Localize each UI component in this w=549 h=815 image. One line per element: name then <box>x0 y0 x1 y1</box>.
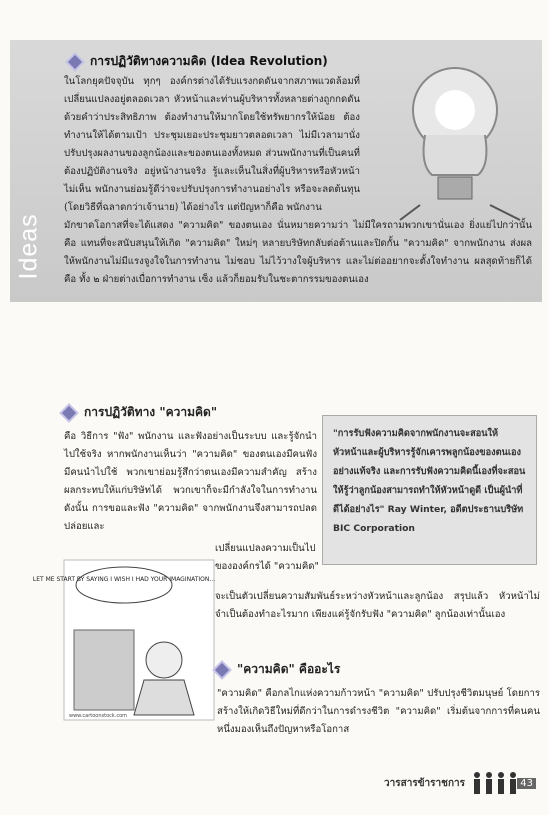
diamond-bullet-icon <box>215 662 229 676</box>
section2-continuation-wide: จะเป็นตัวเปลี่ยนความสัมพันธ์ระหว่างหัวหน้าและลูกน้อง สรุปแล้ว หัวหน้าไม่จำเป็นต้องทำอะไรมาก เพียงแค่รู้จักรับฟัง "ความคิด" ลูกน้องเท่านั้นเอง <box>215 591 540 620</box>
section3-paragraph: "ความคิด" คือกลไกแห่งความก้าวหน้า "ความคิด" ปรับปรุงชีวิตมนุษย์ โดยการสร้างให้เกิดวิธีใหม่ที่ดีกว่าในการดำรงชีวิต "ความคิด" เริ่มต้นจากการที่คนคนหนึ่งมองเห็นถึงปัญหาหรือโอกาส <box>217 688 540 735</box>
section-tab-label: Ideas <box>14 213 43 280</box>
cartoon-illustration <box>32 560 216 720</box>
section1-heading: การปฏิวัติทางความคิด (Idea Revolution) <box>70 52 328 71</box>
section1-paragraph-bottom: มักขาดโอกาสที่จะได้แสดง "ความคิด" ของตนเอง นั่นหมายความว่า ไม่มีใครถามพวกเขานั่นเอง ยิ่งแย่ไปกว่านั้น คือ แทนที่จะสนับสนุนให้เกิด "ความคิด" ใหม่ๆ หลายบริษัทกลับต่อต้านและปิดกั้น "ความคิด" จากพนักงาน ส่งผลให้พนักงานไม่มีแรงจูงใจในการทำงาน ไม่ชอบ ไม่ไว้วางใจผู้บริหาร และไม่ต่ออยากจะตั้งใจทำงาน ผลสุดท้ายก็ได้ คือ ทั้ง ๒ ฝ่ายต่างเบื่อการทำงาน เซ็ง แล้วก็ยอมรับในชะตากรรมของตนเอง <box>64 220 532 285</box>
pull-quote: "การรับฟังความคิดจากพนักงานจะสอนให้หัวหน้าและผู้บริหารรู้จักเคารพลูกน้องของตนเองอย่างแท้จริง และการรับฟังความคิดนี้เองที่จะสอนให้รู้ว่าลูกน้องสามารถทำให้หัวหน้าดูดี เป็นผู้นำที่ดีได้อย่างไร" Ray Winter, อดีตประธานบริษัท BIC Corporation <box>322 415 537 565</box>
lightbulb-illustration <box>360 55 540 225</box>
section2-continuation-narrow: เปลี่ยนแปลงความเป็นไปขององค์กรได้ "ความคิด" <box>215 543 319 572</box>
section3-heading: "ความคิด" คืออะไร <box>217 660 340 679</box>
section2-paragraph: คือ วิธีการ "ฟัง" พนักงาน และฟังอย่างเป็นระบบ และรู้จักนำไปใช้จริง หากพนักงานเห็นว่า "ความคิด" ของตนเองมีคนฟัง มีคนนำไปใช้ พวกเขาย่อมรู้สึกว่าตนเองมีความสำคัญ สร้างผลกระทบให้แก่บริษัทได้ พวกเขาก็จะมีกำลังใจในการทำงาน ดังนั้น การขอและฟัง "ความคิด" จากพนักงานจึงสามารถปลดปล่อยและ <box>64 431 317 532</box>
diamond-bullet-icon <box>62 405 76 419</box>
cartoon-caption: LET ME START BY SAYING I WISH I HAD YOUR IMAGINATION... <box>32 576 216 583</box>
diamond-bullet-icon <box>68 54 82 68</box>
page-number: 43 <box>517 778 536 789</box>
section1-paragraph-top: ในโลกยุคปัจจุบัน ทุกๆ องค์กรต่างได้รับแรงกดดันจากสภาพแวดล้อมที่เปลี่ยนแปลงอยู่ตลอดเวลา หัวหน้าและท่านผู้บริหารทั้งหลายต่างถูกกดดันด้วยคำว่าประสิทธิภาพ ต้องทำงานให้มากโดยใช้ทรัพยากรให้น้อย ต้องทำงานให้ได้ตามเป้า ประชุมเยอะประชุมยาวตลอดเวลา ไม่มีเวลามานั่งปรับปรุงผลงานของลูกน้องและของตนเองทั้งหมด ส่วนพนักงานที่เป็นคนที่ต้องปฏิบัติงานจริง อยู่หน้างานจริง รู้และเห็นในสิ่งที่ผู้บริหารหรือหัวหน้าไม่เห็น พนักงานย่อมรู้ดีว่าจะปรับปรุงการทำงานอย่างไร หรือจะลดต้นทุน (โดยวิธีที่ฉลาดกว่าเจ้านาย) ได้อย่างไร แต่ปัญหาก็คือ พนักงาน <box>64 76 360 213</box>
magazine-name: วารสารข้าราชการ <box>384 777 465 789</box>
section2-heading: การปฏิวัติทาง "ความคิด" <box>64 403 217 422</box>
cartoon-credit: www.cartoonstock.com <box>69 713 128 719</box>
section-tab <box>14 120 43 290</box>
